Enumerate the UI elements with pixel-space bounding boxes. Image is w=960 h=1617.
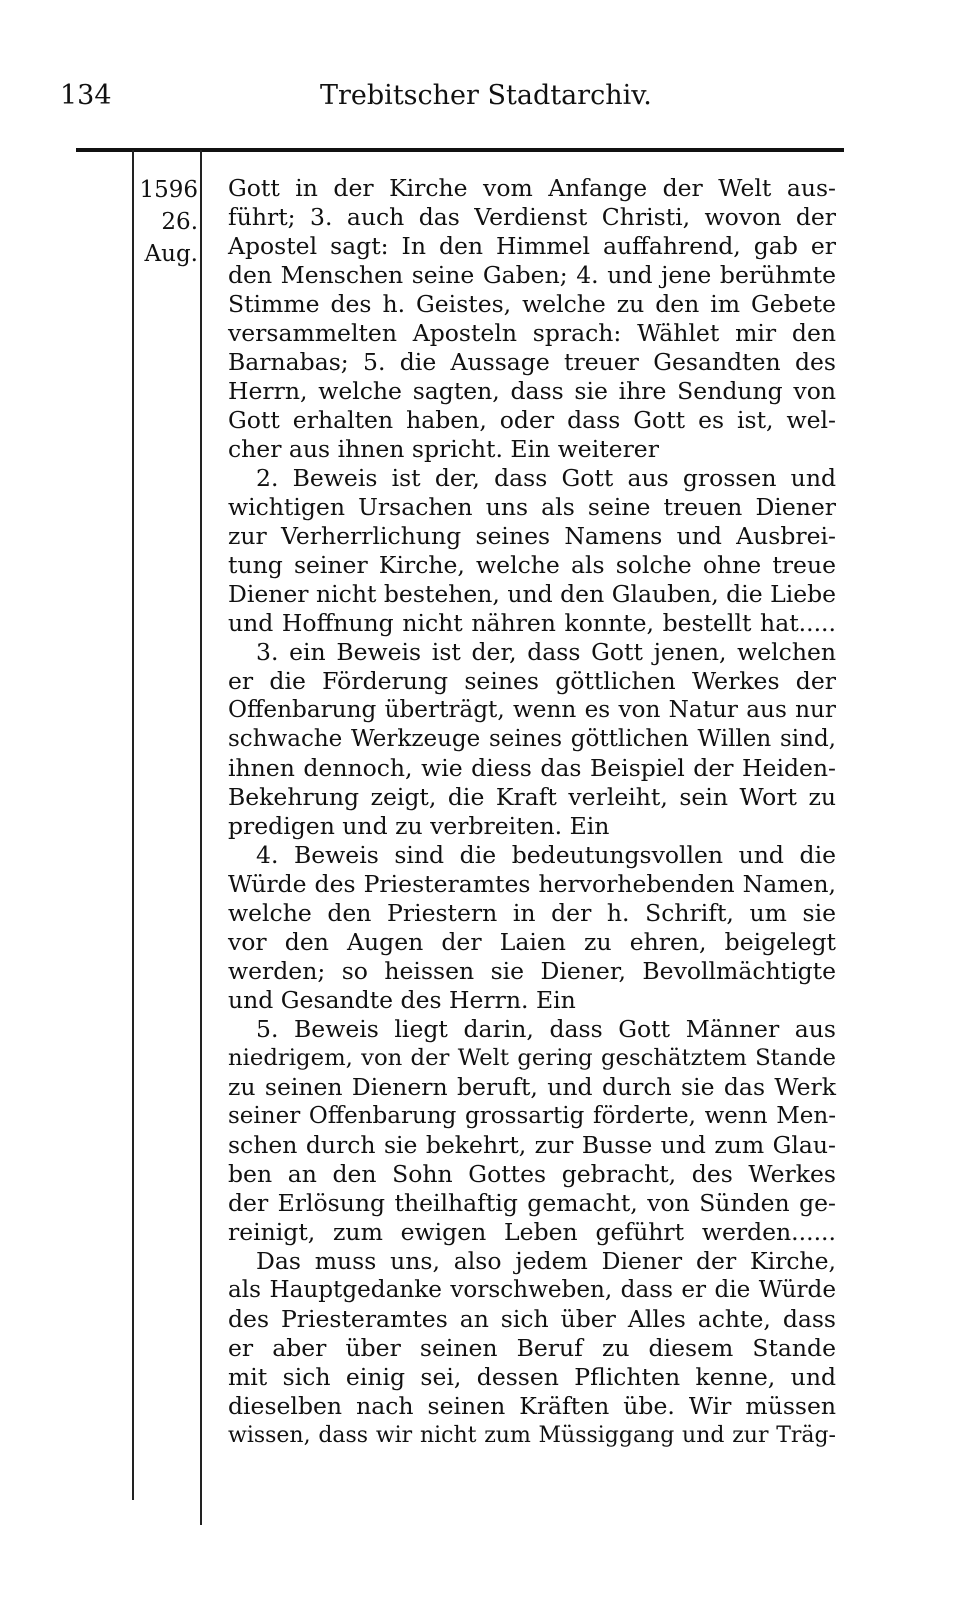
text-line: Bekehrung zeigt, die Kraft verleiht, sein Wort zu [228, 783, 836, 811]
text-line: zu seinen Dienern beruft, und durch sie das Werk [228, 1073, 836, 1101]
text-line: führt; 3. auch das Verdienst Christi, wovon der [228, 203, 836, 231]
text-line: 4. Beweis sind die bedeutungsvollen und die [256, 841, 836, 869]
text-line: 5. Beweis liegt darin, dass Gott Männer aus [256, 1015, 836, 1043]
text-line: niedrigem, von der Welt gering geschätztem Stande [228, 1045, 836, 1071]
text-line: 3. ein Beweis ist der, dass Gott jenen, welchen [256, 638, 836, 666]
text-line: Barnabas; 5. die Aussage treuer Gesandten des [228, 348, 836, 376]
margin-column-line [132, 150, 134, 1500]
margin-date-month: Aug. [144, 241, 198, 267]
text-line: Gott erhalten haben, oder dass Gott es ist, wel- [228, 406, 836, 434]
text-line: Gott in der Kirche vom Anfange der Welt aus- [228, 174, 836, 202]
margin-date [134, 174, 198, 270]
text-line: der Erlösung theilhaftig gemacht, von Sünden ge- [228, 1189, 836, 1217]
text-line: werden; so heissen sie Diener, Bevollmächtigte [228, 957, 836, 985]
text-line: Herrn, welche sagten, dass sie ihre Sendung von [228, 377, 836, 405]
page-header [60, 80, 840, 114]
text-line: seiner Offenbarung grossartig förderte, wenn Men- [228, 1103, 836, 1129]
text-line: reinigt, zum ewigen Leben geführt werden...... [228, 1218, 836, 1246]
text-line: schwache Werkzeuge seines göttlichen Willen sind, [228, 726, 836, 752]
text-column-line [200, 150, 202, 1525]
text-line: welche den Priestern in der h. Schrift, um sie [228, 899, 836, 927]
text-line: ben an den Sohn Gottes gebracht, des Werkes [228, 1160, 836, 1188]
text-line: mit sich einig sei, dessen Pflichten kenne, und [228, 1363, 836, 1391]
text-line: predigen und zu verbreiten. Ein [228, 812, 610, 840]
text-line: Diener nicht bestehen, und den Glauben, die Liebe [228, 580, 837, 608]
text-line: den Menschen seine Gaben; 4. und jene berühmte [228, 261, 836, 289]
text-line: und Gesandte des Herrn. Ein [228, 986, 576, 1014]
text-line: Stimme des h. Geistes, welche zu den im Gebete [228, 290, 836, 318]
page-number: 134 [60, 80, 112, 111]
text-line: wichtigen Ursachen uns als seine treuen Diener [228, 493, 836, 521]
text-line: Offenbarung überträgt, wenn es von Natur aus nur [228, 697, 836, 723]
margin-date-year: 1596 [139, 177, 198, 203]
text-line: wissen, dass wir nicht zum Müssiggang und zur Träg- [228, 1423, 836, 1448]
text-line: des Priesteramtes an sich über Alles achte, dass [228, 1305, 836, 1333]
text-line: er die Förderung seines göttlichen Werkes der [228, 667, 836, 695]
text-line: cher aus ihnen spricht. Ein weiterer [228, 435, 659, 463]
text-line: tung seiner Kirche, welche als solche ohne treue [228, 551, 836, 579]
text-line: Das muss uns, also jedem Diener der Kirche, [256, 1247, 836, 1275]
header-rule [76, 148, 844, 152]
running-title: Trebitscher Stadtarchiv. [320, 80, 652, 111]
text-line: zur Verherrlichung seines Namens und Ausbrei- [228, 522, 836, 550]
text-line: 2. Beweis ist der, dass Gott aus grossen und [256, 464, 836, 492]
text-line: dieselben nach seinen Kräften übe. Wir müssen [228, 1392, 836, 1420]
text-line: er aber über seinen Beruf zu diesem Stande [228, 1334, 836, 1362]
text-line: schen durch sie bekehrt, zur Busse und zum Glau- [228, 1131, 836, 1159]
body-text [228, 174, 836, 1450]
text-line: als Hauptgedanke vorschweben, dass er die Würde [228, 1277, 836, 1303]
text-line: Würde des Priesteramtes hervorhebenden Namen, [228, 870, 836, 898]
text-line: vor den Augen der Laien zu ehren, beigelegt [228, 928, 836, 956]
text-line: und Hoffnung nicht nähren konnte, bestellt hat..... [228, 609, 836, 637]
text-line: versammelten Aposteln sprach: Wählet mir den [228, 319, 836, 347]
text-line: ihnen dennoch, wie diess das Beispiel der Heiden- [228, 754, 836, 782]
text-line: Apostel sagt: In den Himmel auffahrend, gab er [228, 232, 836, 260]
margin-date-day: 26. [161, 209, 198, 235]
